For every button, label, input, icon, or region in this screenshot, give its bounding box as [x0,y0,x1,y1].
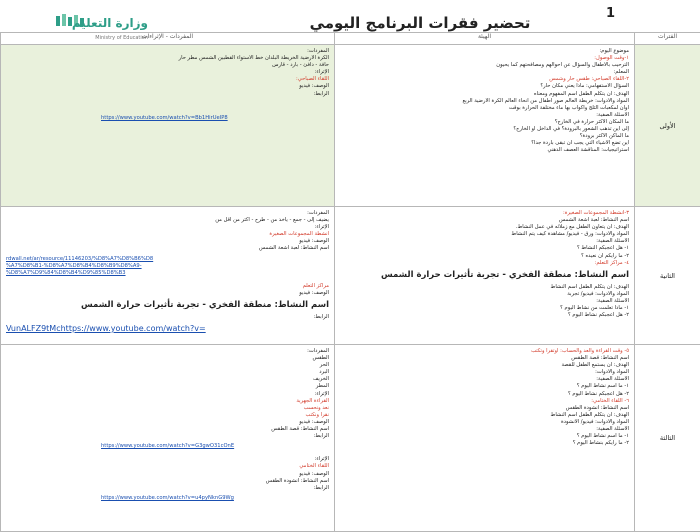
text-line: الأسئلة الصفية: [340,298,629,305]
header-activities: الهيئة [335,33,635,45]
vocab-cell [1,45,335,207]
text-line: أين تضع الأشياء التي يجب أن تبقى باردة جدا؟ [340,140,629,147]
table-row [1,345,700,532]
activity-lines [335,345,634,450]
activity-lines [335,207,634,270]
section-heading: القراءة الجهرية [6,398,329,405]
text-line: ١- ما اسم نشاط اليوم ؟ [340,383,629,390]
activities-cell [335,45,635,207]
text-line: البرد [6,369,329,376]
text-line: اسم النشاط: أنشودة الطقس [6,478,329,485]
text-line: الرابط: [6,485,329,492]
period-label: الثالثة [635,345,700,532]
resource-link-part3[interactable]: %D8%A7%D9%84%D8%B4%D9%85%D8%B3 [1,270,334,280]
text-line: الأسئلة الصفية: [340,426,629,433]
vocab-lines [1,207,334,256]
text-line: موضوع اليوم: [340,48,629,55]
text-line: المفردات: [6,348,329,355]
vocab-lines-learning-centers [1,280,334,300]
logo-subtext: Ministry of Education [58,35,148,41]
text-line: ٢- ما رأيكم بنشاط اليوم ؟ [340,440,629,447]
video-link[interactable]: https://www.youtube.com/watch?v=G3gwO31cOnE [1,443,334,453]
text-line: الهدف: أن يستمع الطفل للقصة [340,362,629,369]
table-header-row [1,33,700,45]
text-line: المواد والأدوات: [340,369,629,376]
section-heading: ٦- اللقاء الختامي: [340,398,629,405]
text-line: الإثراء: [6,69,329,76]
text-line: الإثراء: [6,391,329,398]
section-heading: ٥- وقت القراءة والعد والحساب: أوتقرأ وتكتب [340,348,629,355]
vocab-lines [1,345,334,443]
text-line: المواد والأدوات: فيديو/ الأنشودة [340,419,629,426]
section-heading: ٢-اللقاء الصباحي: طقس حار وشمس [340,76,629,83]
video-link[interactable]: https://www.youtube.com/watch?v=Bb1HirUeIP8 [1,101,334,125]
link-label: الرابط: [1,314,334,321]
text-line: الهدف: أن يتكلم الطفل اسم النشاط [340,284,629,291]
text-line: الترحيب بالأطفال والسؤال عن أحوالهم ومصافحتهم كما يحيون [340,62,629,69]
section-heading: نقرأ ونكتب [6,412,329,419]
text-line: الوصف: فيديو [6,471,329,478]
text-line: الإثراء: [6,224,329,231]
text-line: ١- ما اسم نشاط اليوم ؟ [340,433,629,440]
text-line: الرابط: [6,433,329,440]
text-line: ٢- ما رأيكم أن نعيده ؟ [340,253,629,260]
text-line: استراتيجيات: المناقشة العصف الذهني [340,147,629,154]
section-heading: اللقاء الصباحي: [6,76,329,83]
text-line: الهدف: أن يتعاون الطفل مع زملائه في عمل النشاط. [340,224,629,231]
period-label: الثانية [635,207,700,345]
text-line: الهدف: أن يتكلم الطفل اسم النشاط [340,412,629,419]
table-row [1,207,700,345]
text-line: ٢- هل أعجبكم نشاط اليوم ؟ [340,312,629,319]
activities-cell [335,345,635,532]
vocab-lines-after [1,453,334,494]
text-line: اسم النشاط: لعبة أشعة الشمس [6,245,329,252]
video-link[interactable]: https://www.youtube.com/watch?v=u4pyNknG9Wg [1,495,334,505]
vocab-cell [1,207,335,345]
text-line: المفردات: [6,48,329,55]
text-line: ٢- هل أعجبكم نشاط اليوم ؟ [340,391,629,398]
header-vocab: المفردات - الإثراءات [1,33,335,45]
text-line: الوصف: فيديو [6,419,329,426]
logo-text: وزارة التعليم [58,16,148,30]
activities-cell [335,207,635,345]
text-line: السؤال الاستفهامي: ماذا يعني مكان حار؟ [340,83,629,90]
text-line: ١- ماذا تعلمت من نشاط اليوم ؟ [340,305,629,312]
text-line: ما الماكن الأكثر برودة؟ [340,133,629,140]
text-line: اسم النشاط: قصة الطقس [6,426,329,433]
text-line: اسم النشاط: لعبة أشعة الشمس [340,217,629,224]
text-line: المعلم: [340,69,629,76]
section-heading: ١-وقت الوصول: [340,55,629,62]
text-line: الوصف: فيديو [6,290,329,297]
text-line: الخريف [6,376,329,383]
text-line: الرابط: [6,91,329,98]
text-line: الوصف: فيديو [6,238,329,245]
text-line: اسم النشاط: أنشودة الطقس [340,405,629,412]
section-heading: ٣-أنشطة المجموعات الصغيرة: [340,210,629,217]
text-line: المطر [6,383,329,390]
period-label: الأولى [635,45,700,207]
text-line: يضيف إلى - جمع - يأخذ من - طرح - أكثر من أقل من [6,217,329,224]
activity-lines [335,45,634,157]
text-line: اسم النشاط: قصة الطقس [340,355,629,362]
activity-name-big: اسم النشاط: منطقة الفخري - تجربة تأثيرات حرارة الشمس [1,300,334,314]
daily-program-table [0,32,700,532]
section-heading: مراكز التعلم [6,283,329,290]
text-line: الأسئلة الصفية: [340,238,629,245]
vocab-lines [1,45,334,101]
table-row [1,45,700,207]
text-line: الأسئلة الصفية: [340,376,629,383]
text-line: الأسئلة الصفية: [340,112,629,119]
section-heading: ٤- مراكز التعلم: [340,260,629,267]
text-line: ما المكان الأكثر حرارة في الخارج؟ [340,119,629,126]
text-line: أوان لمكعبات الثلج وأكواب بها ماء مختلفة الحرارة بوقت [340,105,629,112]
resource-link-part2[interactable]: %A7%D8%B1-%D8%A7%D8%B4%D8%B9%D8%A9- [1,263,334,270]
text-line: المواد والأدوات: فيديو/ تجربة [340,291,629,298]
text-line: الكرة الأرضية الخريطة البلدان خط الاستواء القطبين الشمس مطر حار [6,55,329,62]
video-link[interactable]: VunALFZ9tMchttps://www.youtube.com/watch?v= [1,321,334,337]
text-line: ١- هل أعجبكم النشاط ؟ [340,245,629,252]
section-heading: اللقاء الختامي [6,463,329,470]
activity-lines-after [335,281,634,322]
text-line: الحر [6,362,329,369]
text-line: المفردات: [6,210,329,217]
section-heading: نعد ونحسب [6,405,329,412]
activity-name-big: اسم النشاط: منطقة الفخري - تجربة تأثيرات حرارة الشمس [335,270,634,281]
text-line: المواد والأدوات: خريطة العالم صور أطفال من أنحاء العالم الكرة الأرضية الربع [340,98,629,105]
text-line: إلى أين تذهب الشعور بالبرودة؟ في الداخل أو الخارج؟ [340,126,629,133]
text-line: الوصف: فيديو [6,83,329,90]
text-line: الهدف: أن يتكلم الطفل اسم المفهوم ومعناه [340,91,629,98]
page-title: تحضير فقرات البرنامج اليومي [300,14,540,32]
text-line: الإثراء: [6,456,329,463]
header-period: الفترات [635,33,700,45]
text-line: الطقس [6,355,329,362]
resource-link-part1[interactable]: rdwall.net/ar/resource/11146203/%D8%A7%D8%B6%D8 [1,256,334,263]
text-line: حافة - دافئ - بارد - قارس [6,62,329,69]
text-line: المواد والأدوات: ورق - فيديو/ مشاهدة كيف يتم النشاط [340,231,629,238]
vocab-cell [1,345,335,532]
page-number: 1 [606,6,615,21]
section-heading: أنشطة المجموعات الصغيرة [6,231,329,238]
